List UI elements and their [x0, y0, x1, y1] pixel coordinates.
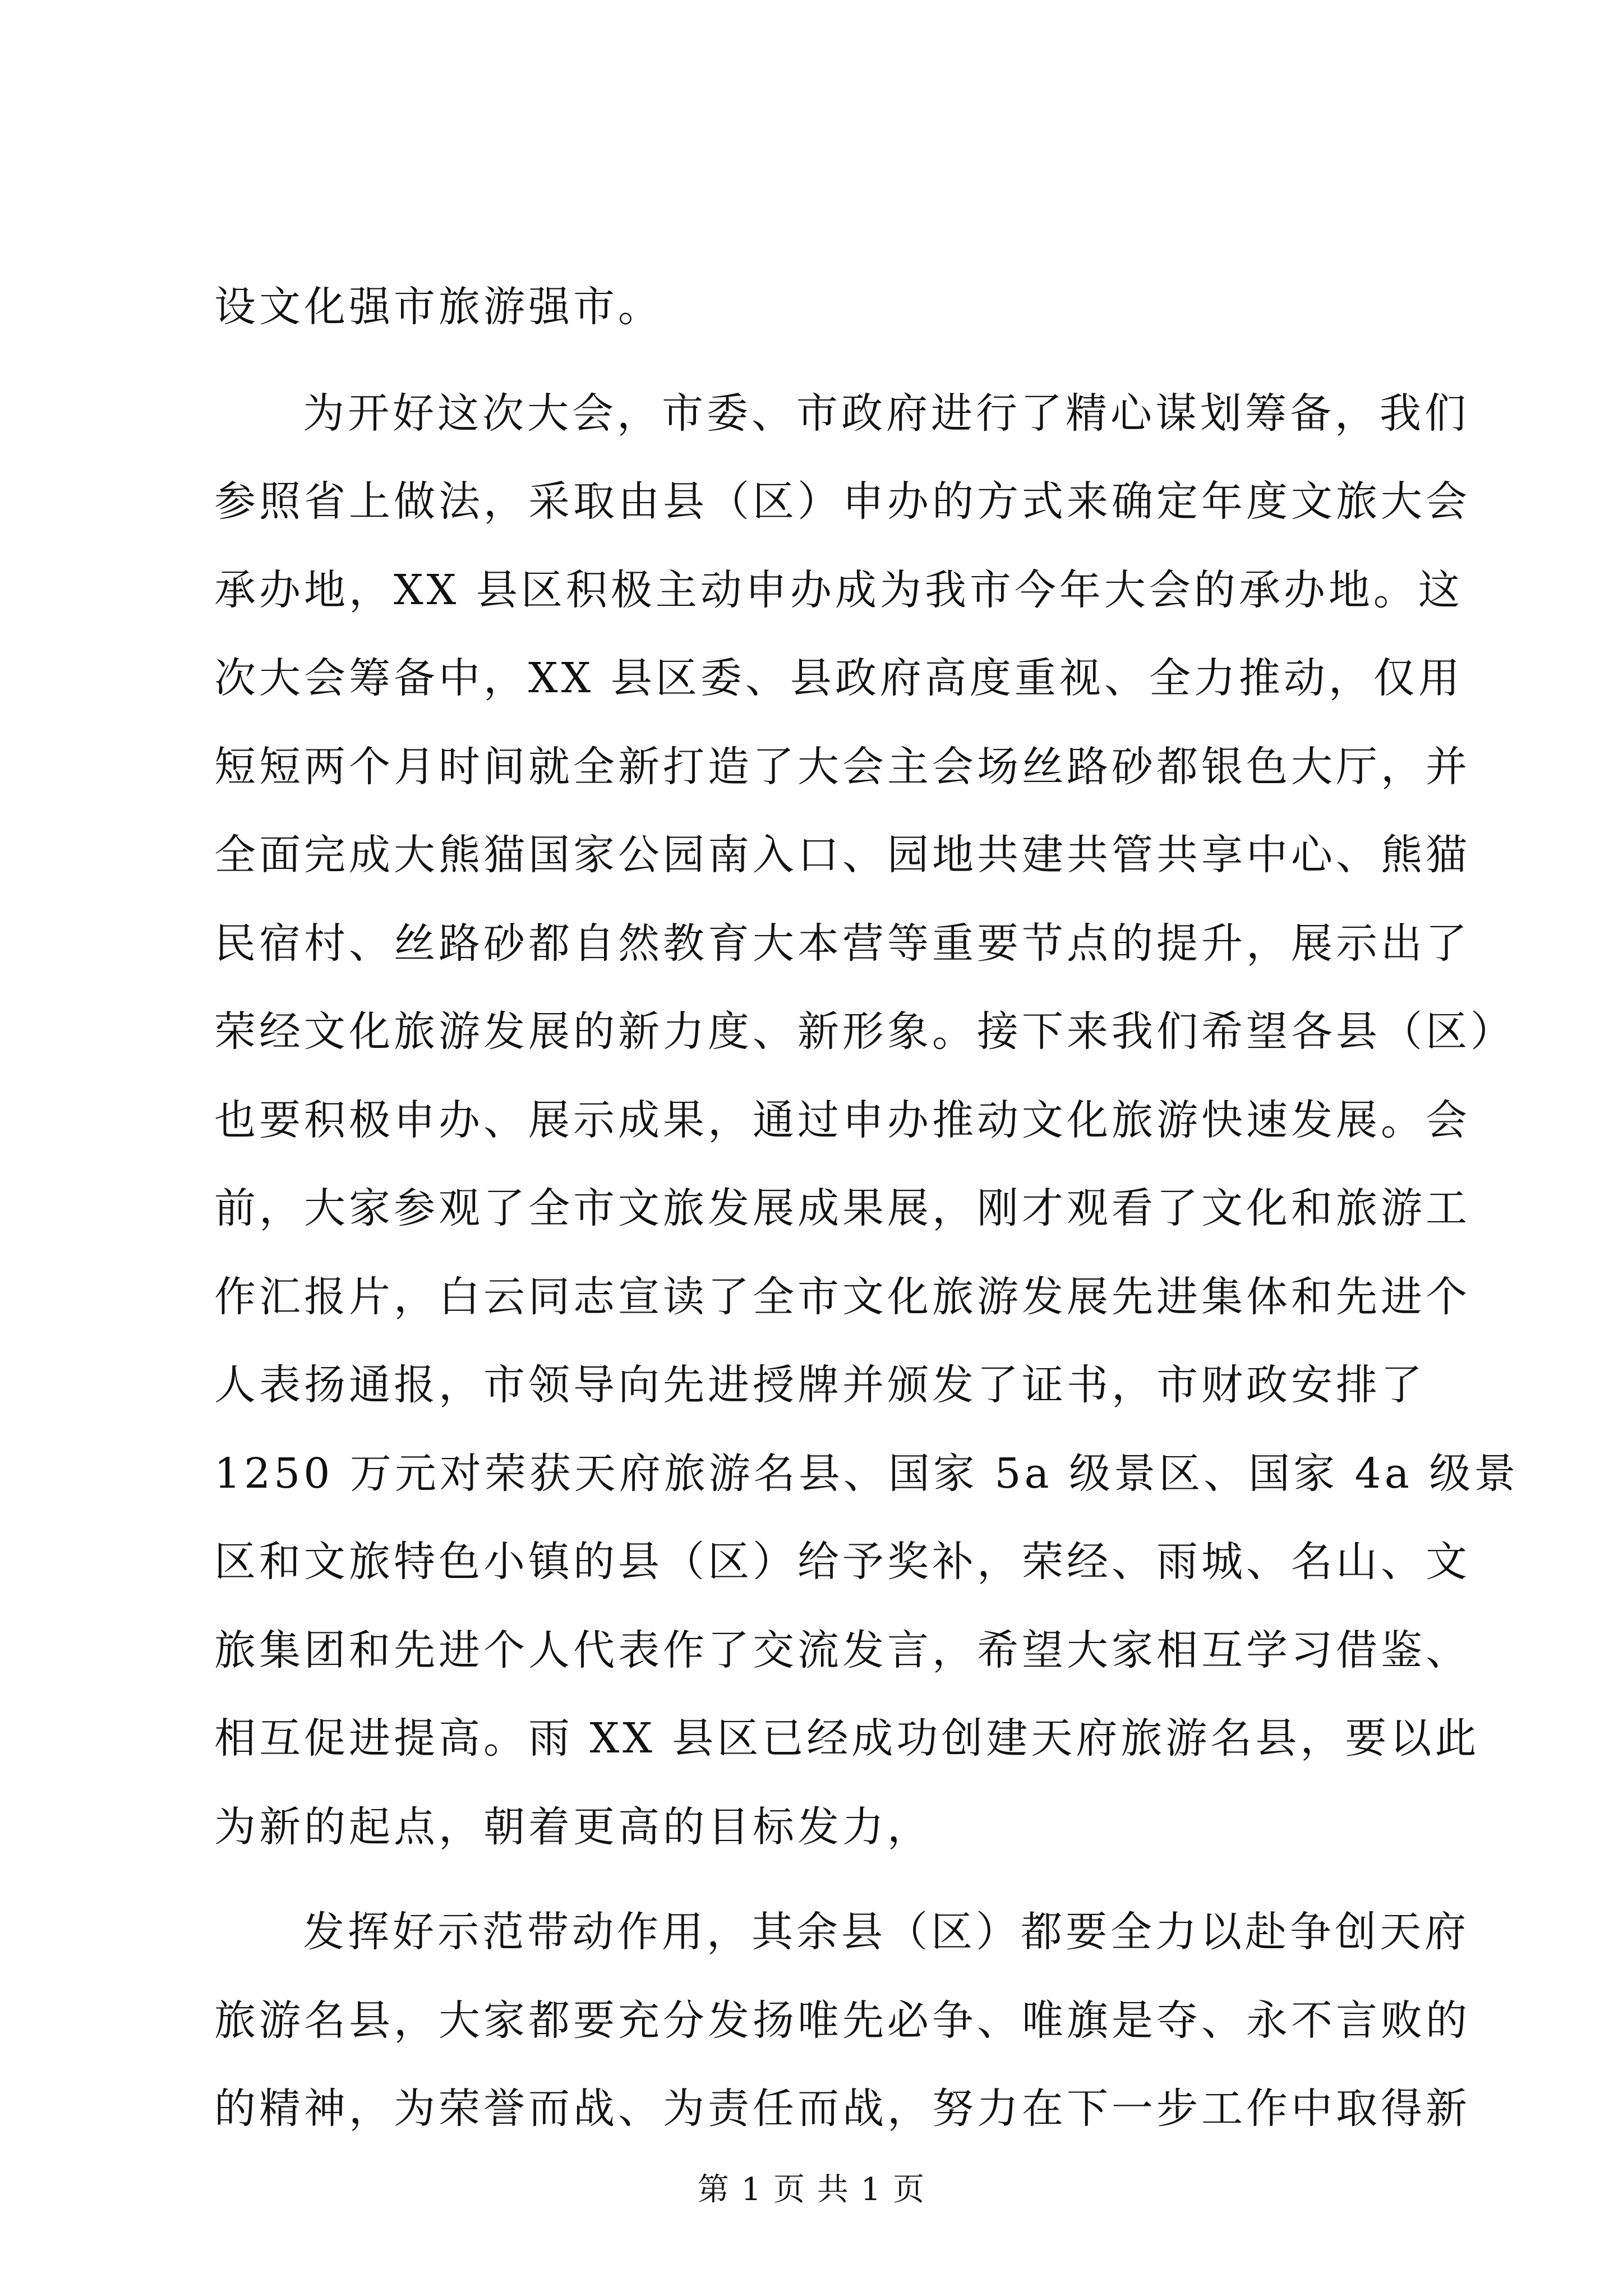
paragraph-line: 旅游名县，大家都要充分发扬唯先必争、唯旗是夺、永不言败的 — [214, 1996, 1470, 2045]
paragraph-line: 全面完成大熊猫国家公园南入口、园地共建共管共享中心、熊猫 — [214, 831, 1470, 879]
paragraph-line: 短短两个月时间就全新打造了大会主会场丝路砂都银色大厅，并 — [214, 743, 1470, 791]
paragraph-line: 也要积极申办、展示成果，通过申办推动文化旅游快速发展。会 — [214, 1096, 1470, 1144]
paragraph-line: 发挥好示范带动作用，其余县（区）都要全力以赴争创天府 — [303, 1908, 1469, 1956]
paragraph-line: 民宿村、丝路砂都自然教育大本营等重要节点的提升，展示出了 — [214, 919, 1470, 968]
paragraph-line: 设文化强市旅游强市。 — [214, 283, 663, 331]
paragraph-line: 为开好这次大会，市委、市政府进行了精心谋划筹备，我们 — [303, 389, 1469, 438]
paragraph-line: 荣经文化旅游发展的新力度、新形象。接下来我们希望各县（区） — [214, 1007, 1515, 1056]
paragraph-line: 旅集团和先进个人代表作了交流发言，希望大家相互学习借鉴、 — [214, 1626, 1470, 1674]
paragraph-line: 承办地，XX 县区积极主动申办成为我市今年大会的承办地。这 — [214, 566, 1463, 614]
paragraph-line: 相互促进提高。雨 XX 县区已经成功创建天府旅游名县，要以此 — [214, 1714, 1480, 1763]
paragraph-line: 人表扬通报，市领导向先进授牌并颁发了证书，市财政安排了 — [214, 1361, 1426, 1409]
paragraph-line: 作汇报片，白云同志宣读了全市文化旅游发展先进集体和先进个 — [214, 1273, 1470, 1321]
paragraph-line: 1250 万元对荣获天府旅游名县、国家 5a 级景区、国家 4a 级景 — [214, 1450, 1519, 1498]
paragraph-line: 前，大家参观了全市文旅发展成果展，刚才观看了文化和旅游工 — [214, 1184, 1470, 1232]
paragraph-line: 为新的起点，朝着更高的目标发力， — [214, 1803, 932, 1851]
paragraph-line: 区和文旅特色小镇的县（区）给予奖补，荣经、雨城、名山、文 — [214, 1538, 1470, 1586]
paragraph-line: 次大会筹备中，XX 县区委、县政府高度重视、全力推动，仅用 — [214, 654, 1463, 702]
paragraph-line: 参照省上做法，采取由县（区）申办的方式来确定年度文旅大会 — [214, 477, 1470, 526]
paragraph-line: 的精神，为荣誉而战、为责任而战，努力在下一步工作中取得新 — [214, 2085, 1470, 2133]
page-number-footer: 第 1 页 共 1 页 — [697, 2171, 926, 2208]
